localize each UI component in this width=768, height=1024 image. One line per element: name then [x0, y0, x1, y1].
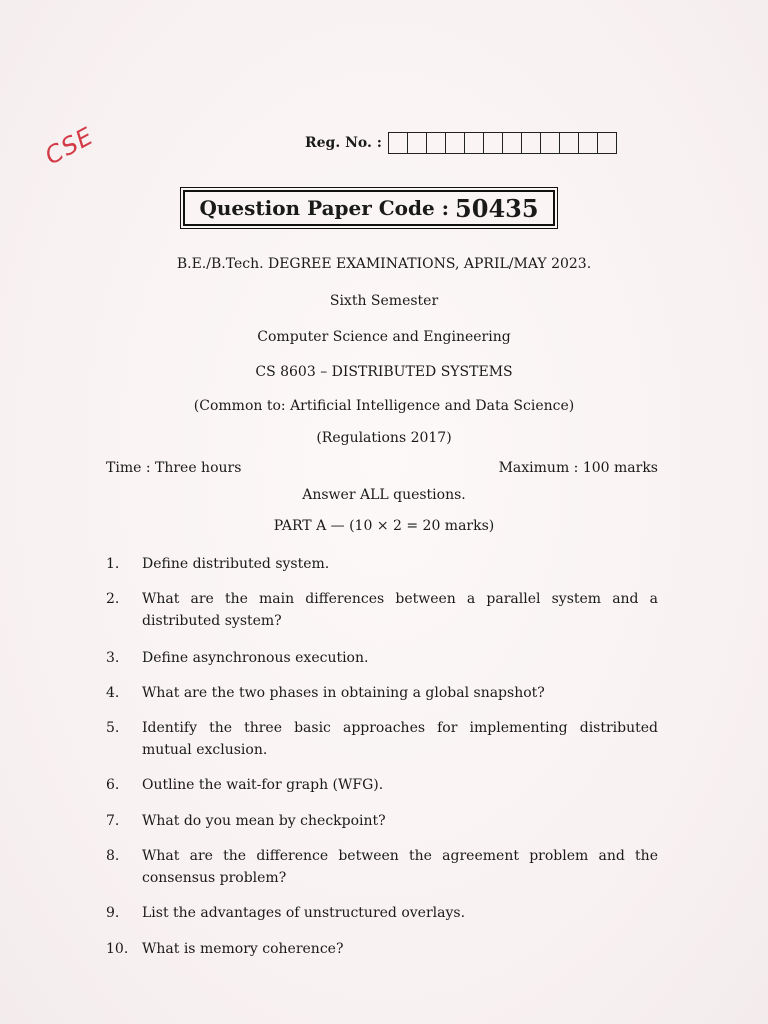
question-text: Identify the three basic approaches for implementing distributed mutual exclusion.	[142, 720, 658, 758]
question-item	[106, 938, 658, 960]
reg-no-label: Reg. No. :	[305, 135, 382, 151]
question-paper-code-box	[183, 190, 555, 226]
question-number: 4.	[106, 685, 120, 701]
instruction: Answer ALL questions.	[302, 487, 466, 503]
reg-no-boxes	[388, 132, 617, 154]
question-item	[106, 588, 658, 632]
question-item	[106, 647, 658, 669]
question-item	[106, 810, 658, 832]
question-text: What is memory coherence?	[142, 941, 344, 957]
question-number: 1.	[106, 556, 120, 572]
reg-no-digit-box	[560, 133, 579, 153]
handwritten-annotation: CSE	[40, 121, 99, 171]
reg-no-digit-box	[598, 133, 616, 153]
reg-no-digit-box	[541, 133, 560, 153]
question-text: Define asynchronous execution.	[142, 650, 369, 666]
question-text: Outline the wait-for graph (WFG).	[142, 777, 384, 793]
time-marks-row	[106, 460, 658, 476]
question-number: 5.	[106, 720, 120, 736]
department: Computer Science and Engineering	[257, 329, 511, 345]
regulations: (Regulations 2017)	[316, 430, 452, 446]
question-number: 2.	[106, 591, 120, 607]
question-paper-code-label: Question Paper Code :	[199, 196, 450, 220]
question-item	[106, 682, 658, 704]
question-paper-code: 50435	[455, 193, 539, 223]
question-item	[106, 845, 658, 889]
question-text: What are the main differences between a parallel system and a distributed system?	[142, 591, 658, 629]
reg-no-digit-box	[484, 133, 503, 153]
reg-no-digit-box	[465, 133, 484, 153]
question-number: 10.	[106, 941, 129, 957]
question-item	[106, 902, 658, 924]
question-number: 9.	[106, 905, 120, 921]
semester: Sixth Semester	[329, 293, 439, 309]
reg-no-digit-box	[503, 133, 522, 153]
question-number: 7.	[106, 813, 120, 829]
common-to: (Common to: Artificial Intelligence and Data Science)	[193, 398, 575, 414]
question-number: 3.	[106, 650, 120, 666]
reg-no-digit-box	[446, 133, 465, 153]
question-item	[106, 717, 658, 761]
question-number: 6.	[106, 777, 120, 793]
question-text: Define distributed system.	[142, 556, 330, 572]
question-text: What are the two phases in obtaining a global snapshot?	[142, 685, 545, 701]
course-title: CS 8603 – DISTRIBUTED SYSTEMS	[255, 364, 513, 380]
question-item	[106, 553, 658, 575]
question-text: What are the difference between the agreement problem and the consensus problem?	[142, 848, 658, 886]
question-item	[106, 774, 658, 796]
duration: Time : Three hours	[106, 460, 242, 476]
question-text: List the advantages of unstructured overlays.	[142, 905, 466, 921]
reg-no-field	[305, 132, 617, 154]
reg-no-digit-box	[389, 133, 408, 153]
reg-no-digit-box	[427, 133, 446, 153]
question-text: What do you mean by checkpoint?	[142, 813, 386, 829]
part-heading: PART A — (10 × 2 = 20 marks)	[273, 518, 495, 534]
reg-no-digit-box	[408, 133, 427, 153]
reg-no-digit-box	[522, 133, 541, 153]
reg-no-digit-box	[579, 133, 598, 153]
question-number: 8.	[106, 848, 120, 864]
exam-title: B.E./B.Tech. DEGREE EXAMINATIONS, APRIL/MAY 2023.	[176, 256, 592, 272]
maximum-marks: Maximum : 100 marks	[498, 460, 658, 476]
